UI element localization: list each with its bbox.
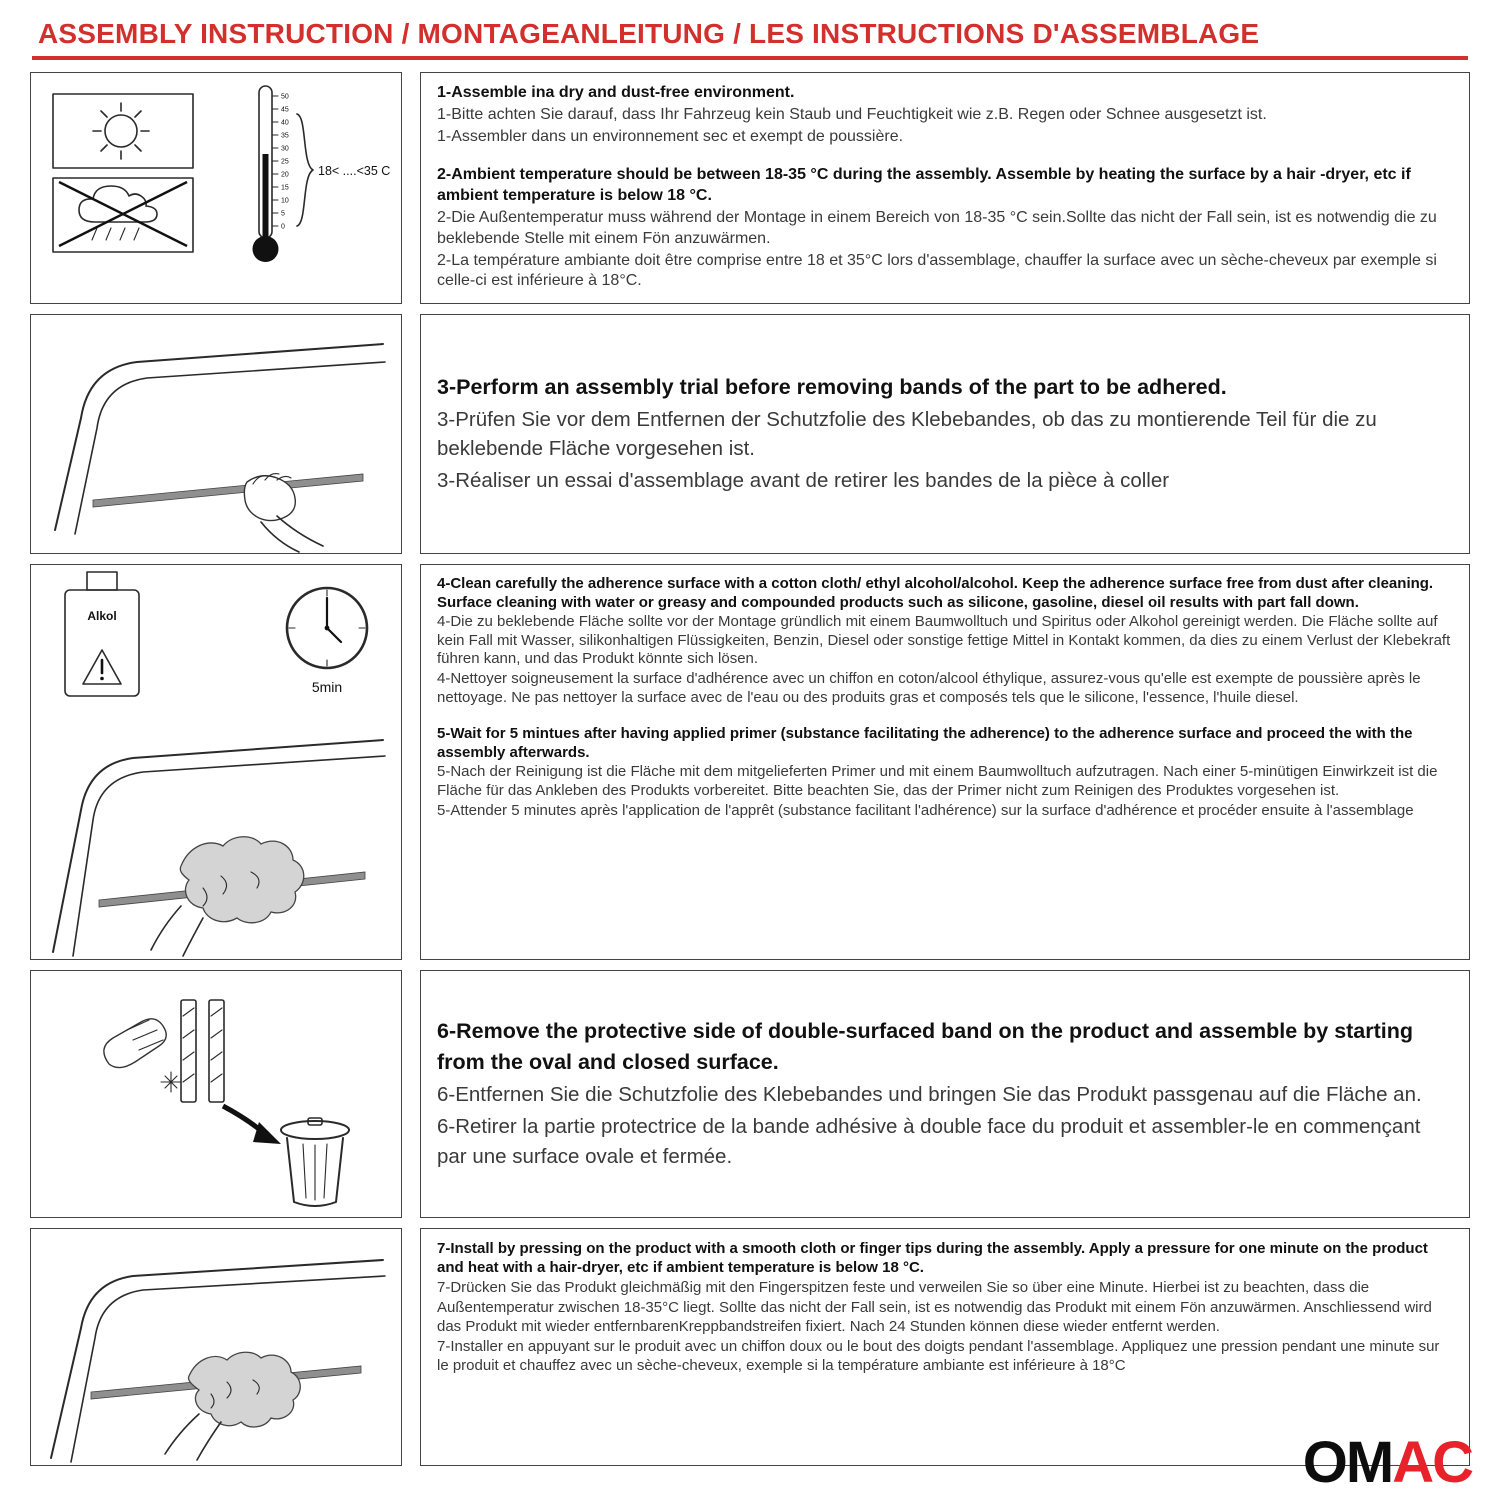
assembly-trial-figure bbox=[30, 314, 402, 554]
step-3-paragraphs bbox=[437, 372, 1453, 499]
instruction-paragraph: 5-Nach der Reinigung ist die Fläche mit dem mitgelieferten Primer und mit einem Baumwolltuch aufzutragen. Nach einer 5-minütigen Einwirkzeit ist die Fläche für das Ankleben des Produkts vorbereitet. Bitte beachten Sie, das der Primer nicht zum Reinigen des Produktes vorgesehen ist. bbox=[437, 763, 1438, 799]
car-window-icon bbox=[55, 344, 385, 534]
assembly-trial-illustration bbox=[31, 315, 401, 553]
cleaning-illustration bbox=[31, 565, 401, 959]
instruction-paragraph: 6-Entfernen Sie die Schutzfolie des Klebebandes und bringen Sie das Produkt passgenau auf die Fläche an. bbox=[437, 1083, 1422, 1107]
instruction-paragraph: 1-Bitte achten Sie darauf, dass Ihr Fahrzeug kein Staub und Feuchtigkeit wie z.B. Regen oder Schnee ausgesetzt ist. bbox=[437, 105, 1267, 123]
instruction-paragraph: 1-Assemble ina dry and dust-free environment. bbox=[437, 84, 795, 101]
step-3-text bbox=[420, 314, 1470, 554]
thermometer-tick: 40 bbox=[281, 119, 289, 127]
instruction-paragraph: 3-Perform an assembly trial before removing bands of the part to be adhered. bbox=[437, 374, 1227, 399]
thermometer-tick: 0 bbox=[281, 223, 285, 231]
step-7-paragraphs bbox=[437, 1239, 1453, 1376]
trim-strip bbox=[93, 474, 363, 507]
instruction-paragraph: 7-Drücken Sie das Produkt gleichmäßig mit den Fingerspitzen feste und verweilen Sie so über eine Minute. Hierbei ist zu beachten, dass die Außentemperatur zwischen 18-35°C liegt. Sollte das nicht der Fall sein, ist es notwendig das Produkt mit einem Fön anzuwärmen. Anschliessend wird das Produkt mit wieder entfernbarenKreppbandstreifen fixiert. Nach 24 Stunden können diese wieder entfernt werden. bbox=[437, 1279, 1432, 1335]
trash-can-icon bbox=[281, 1118, 349, 1206]
omac-logo-red: AC bbox=[1392, 1430, 1472, 1495]
environment-temperature-illustration bbox=[31, 73, 401, 303]
instruction-row-5 bbox=[30, 1228, 1470, 1466]
omac-logo bbox=[1302, 1430, 1472, 1495]
peel-spark-icon bbox=[161, 1072, 181, 1092]
instruction-paragraph: 4-Die zu beklebende Fläche sollte vor der Montage gründlich mit einem Baumwolltuch und Spiritus oder Alkohol gereinigt werden. Die Fläche sollte auf kein Fall mit Wasser, silikonhaltigen Flüssigkeiten, Benzin, Diesel oder sonstige fettige Mittel in Kontakt kommen, da dies zu einem Verlust der Klebekraft führen kann, und das Produkt könnte sich lösen. bbox=[437, 613, 1451, 668]
instruction-paragraph: 3-Prüfen Sie vor dem Entfernen der Schutzfolie des Klebebandes, ob das zu montierende Teil für die zu beklebende Fläche vorgesehen ist. bbox=[437, 408, 1377, 461]
instruction-paragraph: 7-Install by pressing on the product with a smooth cloth or finger tips during the assembly. Apply a pressure for one minute on the product and heat with a hair-dryer, etc if ambient temperature is below 18 °C. bbox=[437, 1240, 1428, 1277]
bottle-label: Alkol bbox=[87, 609, 117, 623]
arm-lines bbox=[151, 906, 203, 956]
instruction-paragraph: 4-Nettoyer soigneusement la surface d'adhérence avec un chiffon en coton/alcool éthylique, assurez-vous qu'elle est exempte de poussière après le nettoyage. Ne pas nettoyer la surface avec de l'eau ou des produits gras et composés tels que le silicone, l'essence, l'huile diesel. bbox=[437, 669, 1421, 706]
step-1-2-text bbox=[420, 72, 1470, 304]
instruction-paragraph: 5-Attender 5 minutes après l'application de l'apprêt (substance facilitant l'adhérence) sur la surface d'adhérence et procéder ensuite à l'assemblage bbox=[437, 801, 1414, 819]
step-6-paragraphs bbox=[437, 1016, 1453, 1173]
clock-duration-label: 5min bbox=[311, 679, 343, 695]
thermometer-icon bbox=[253, 86, 391, 262]
instruction-row-3 bbox=[30, 564, 1470, 960]
step-4-5-text bbox=[420, 564, 1470, 960]
no-rain-icon bbox=[53, 178, 193, 252]
clock-icon bbox=[287, 588, 367, 695]
pressing-illustration bbox=[31, 1229, 401, 1465]
instruction-paragraph: 2-Ambient temperature should be between 18-35 °C during the assembly. Assemble by heating the surface by a hair -dryer, etc if ambient temperature is below 18 °C. bbox=[437, 166, 1411, 205]
temperature-range-label: 18< ....<35 C bbox=[318, 164, 391, 178]
page-title: ASSEMBLY INSTRUCTION / MONTAGEANLEITUNG / LES INSTRUCTIONS D'ASSEMBLAGE bbox=[38, 18, 1260, 49]
step-6-text bbox=[420, 970, 1470, 1218]
thermometer-tick: 50 bbox=[281, 93, 289, 101]
instruction-row-1 bbox=[30, 72, 1470, 304]
thermometer-tick: 25 bbox=[281, 158, 289, 166]
environment-temperature-figure bbox=[30, 72, 402, 304]
thermometer-tick: 35 bbox=[281, 132, 289, 140]
step-1-2-paragraphs bbox=[437, 83, 1453, 293]
title-underline bbox=[32, 56, 1468, 60]
cleaning-figure bbox=[30, 564, 402, 960]
instruction-paragraph: 5-Wait for 5 mintues after having applied primer (substance facilitating the adherence) to the adherence surface and proceed the with the assembly afterwards. bbox=[437, 725, 1413, 761]
sun-icon bbox=[53, 94, 193, 168]
step-4-5-paragraphs bbox=[437, 575, 1453, 821]
omac-logo-black: OM bbox=[1302, 1430, 1393, 1495]
pressing-cloth-icon bbox=[165, 1352, 300, 1460]
pressing-figure bbox=[30, 1228, 402, 1466]
instruction-paragraph: 2-Die Außentemperatur muss während der Montage in einem Bereich von 18-35 °C sein.Sollte das nicht der Fall sein, ist es notwendig die zu beklebende Stelle mit einem Fön anzuwärmen. bbox=[437, 208, 1437, 247]
band-removal-illustration bbox=[31, 971, 401, 1217]
arrow-icon bbox=[223, 1106, 281, 1144]
instruction-paragraph: 1-Assembler dans un environnement sec et exempt de poussière. bbox=[437, 127, 904, 145]
thermometer-tick: 10 bbox=[281, 197, 289, 205]
instruction-row-4 bbox=[30, 970, 1470, 1218]
thermometer-tick: 30 bbox=[281, 145, 289, 153]
thermometer-tick: 45 bbox=[281, 106, 289, 114]
thermometer-tick: 20 bbox=[281, 171, 289, 179]
thermometer-tick: 15 bbox=[281, 184, 289, 192]
instruction-row-2 bbox=[30, 314, 1470, 554]
hand-icon bbox=[104, 1019, 181, 1092]
band-removal-figure bbox=[30, 970, 402, 1218]
thermometer-tick: 5 bbox=[281, 210, 285, 218]
alcohol-bottle-icon bbox=[65, 572, 139, 696]
instruction-paragraph: 6-Retirer la partie protectrice de la bande adhésive à double face du produit et assembler-le en commençant par une surface ovale et fermée. bbox=[437, 1115, 1421, 1168]
protective-band-icon bbox=[181, 1000, 224, 1102]
arm-lines bbox=[165, 1414, 221, 1460]
brace-icon bbox=[297, 114, 313, 226]
instruction-paragraph: 7-Installer en appuyant sur le produit avec un chiffon doux ou le bout des doigts pendant l'assemblage. Appliquez une pression pendant une minute sur le produit et chauffez avec un sèche-cheveux, exemple si la température ambiante est inférieure à 18°C bbox=[437, 1337, 1440, 1375]
instruction-paragraph: 4-Clean carefully the adherence surface with a cotton cloth/ ethyl alcohol/alcohol. Keep the adherence surface free from dust after cleaning. Surface cleaning with water or greasy and compounded products such as silicone, gasoline, diesel oil results with part fall down. bbox=[437, 575, 1434, 611]
instruction-paragraph: 3-Réaliser un essai d'assemblage avant de retirer les bandes de la pièce à coller bbox=[437, 469, 1170, 493]
instruction-paragraph: 2-La température ambiante doit être comprise entre 18 et 35°C lors d'assemblage, chauffer la surface avec un sèche-cheveux par exemple si celle-ci est inférieure à 18°C. bbox=[437, 251, 1437, 290]
instruction-paragraph: 6-Remove the protective side of double-surfaced band on the product and assemble by starting from the oval and closed surface. bbox=[437, 1019, 1414, 1074]
